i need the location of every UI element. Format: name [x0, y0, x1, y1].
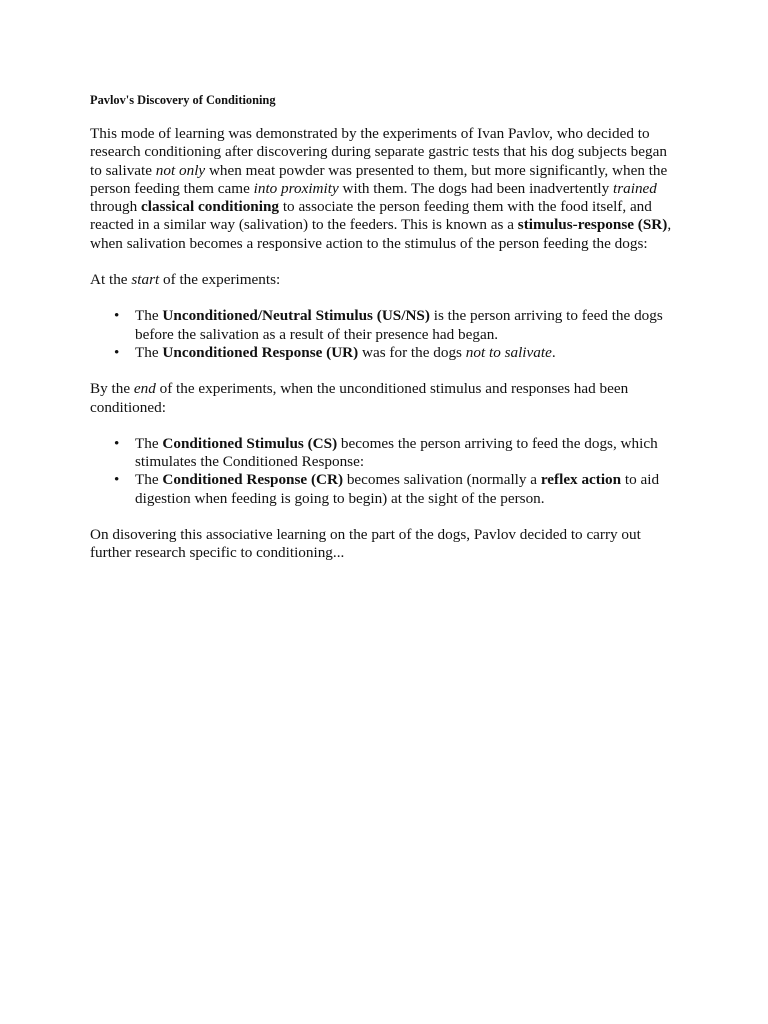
closing-paragraph [90, 526, 680, 563]
bullet-icon: • [114, 434, 120, 452]
intro-line-7 [90, 235, 680, 253]
list-text: is the person arriving to feed the dogs [429, 307, 663, 325]
list-item [90, 471, 680, 508]
list-text: The [135, 471, 163, 489]
end-text: of the experiments, when the unconditioned stimulus and responses had been [155, 380, 629, 398]
list-item-line [135, 471, 680, 489]
start-text: of the experiments: [159, 271, 281, 289]
bullet-icon: • [114, 471, 120, 489]
end-text: conditioned: [90, 398, 166, 416]
intro-line-5 [90, 198, 680, 216]
closing-line-1 [90, 526, 680, 544]
closing-text: On disovering this associative learning on the part of the dogs, Pavlov decided to carry out [90, 526, 641, 544]
emphasis-trained: trained [613, 179, 657, 197]
term-stimulus-response: stimulus-response (SR) [517, 216, 668, 234]
list-text: digestion when feeding is going to begin) at the sight of the person. [135, 489, 545, 507]
list-text: stimulates the Conditioned Response: [135, 453, 365, 471]
list-item [90, 307, 680, 344]
list-text: The [135, 434, 163, 452]
intro-text: reacted in a similar way (salivation) to the feeders. This is known as a [90, 216, 518, 234]
closing-line-2 [90, 544, 680, 562]
list-item-line [135, 307, 680, 325]
list-item-line [135, 326, 680, 344]
list-item-line [135, 344, 680, 362]
start-list [90, 307, 680, 362]
intro-paragraph [90, 125, 680, 253]
list-text: . [551, 343, 556, 361]
term-classical-conditioning: classical conditioning [141, 198, 280, 216]
intro-text: , [667, 216, 672, 234]
list-item [90, 344, 680, 362]
term-conditioned-response: Conditioned Response (CR) [162, 471, 344, 489]
list-text: before the salivation as a result of their presence had began. [135, 325, 499, 343]
list-item-line [135, 453, 680, 471]
list-item [90, 435, 680, 472]
term-conditioned-stimulus: Conditioned Stimulus (CS) [162, 434, 338, 452]
emphasis-end: end [133, 380, 156, 398]
list-text: becomes salivation (normally a [343, 471, 541, 489]
end-text: By the [90, 380, 134, 398]
intro-text: when meat powder was presented to them, but more significantly, when the [205, 161, 668, 179]
emphasis-not-to-salivate: not to salivate [465, 343, 552, 361]
intro-text: This mode of learning was demonstrated by the experiments of Ivan Pavlov, who decided to [90, 125, 650, 142]
list-text: was for the dogs [358, 343, 466, 361]
intro-text: through [90, 198, 142, 216]
intro-line-1 [90, 125, 680, 143]
start-line [90, 271, 680, 289]
list-text: The [135, 343, 163, 361]
list-text: The [135, 307, 163, 325]
term-unconditioned-neutral-stimulus: Unconditioned/Neutral Stimulus (US/NS) [162, 307, 430, 325]
intro-text: to associate the person feeding them with the food itself, and [279, 198, 652, 216]
intro-text: person feeding them came [90, 179, 254, 197]
list-text: to aid [621, 471, 660, 489]
end-line-1 [90, 380, 680, 398]
start-text: At the [90, 271, 132, 289]
list-item-line [135, 490, 680, 508]
intro-line-3 [90, 162, 680, 180]
emphasis-start: start [131, 271, 160, 289]
intro-line-4 [90, 180, 680, 198]
intro-line-2 [90, 143, 680, 161]
emphasis-into-proximity: into proximity [253, 179, 339, 197]
document-title: Pavlov's Discovery of Conditioning [90, 93, 276, 107]
intro-text: research conditioning after discovering during separate gastric tests that his dog subjects began [90, 143, 667, 161]
intro-text: when salivation becomes a responsive action to the stimulus of the person feeding the dogs: [90, 234, 648, 252]
list-item-line [135, 435, 680, 453]
emphasis-not-only: not only [155, 161, 206, 179]
end-line-2 [90, 399, 680, 417]
document-body [90, 92, 680, 581]
list-text: becomes the person arriving to feed the dogs, which [337, 434, 658, 452]
term-unconditioned-response: Unconditioned Response (UR) [162, 343, 359, 361]
end-paragraph [90, 380, 680, 417]
bullet-icon: • [114, 307, 120, 325]
intro-line-6 [90, 216, 680, 234]
closing-text: further research specific to conditioning... [90, 544, 345, 562]
start-paragraph [90, 271, 680, 289]
end-list [90, 435, 680, 508]
bullet-icon: • [114, 343, 120, 361]
term-reflex-action: reflex action [540, 471, 622, 489]
intro-text: with them. The dogs had been inadvertently [338, 179, 613, 197]
intro-text: to salivate [90, 161, 156, 179]
